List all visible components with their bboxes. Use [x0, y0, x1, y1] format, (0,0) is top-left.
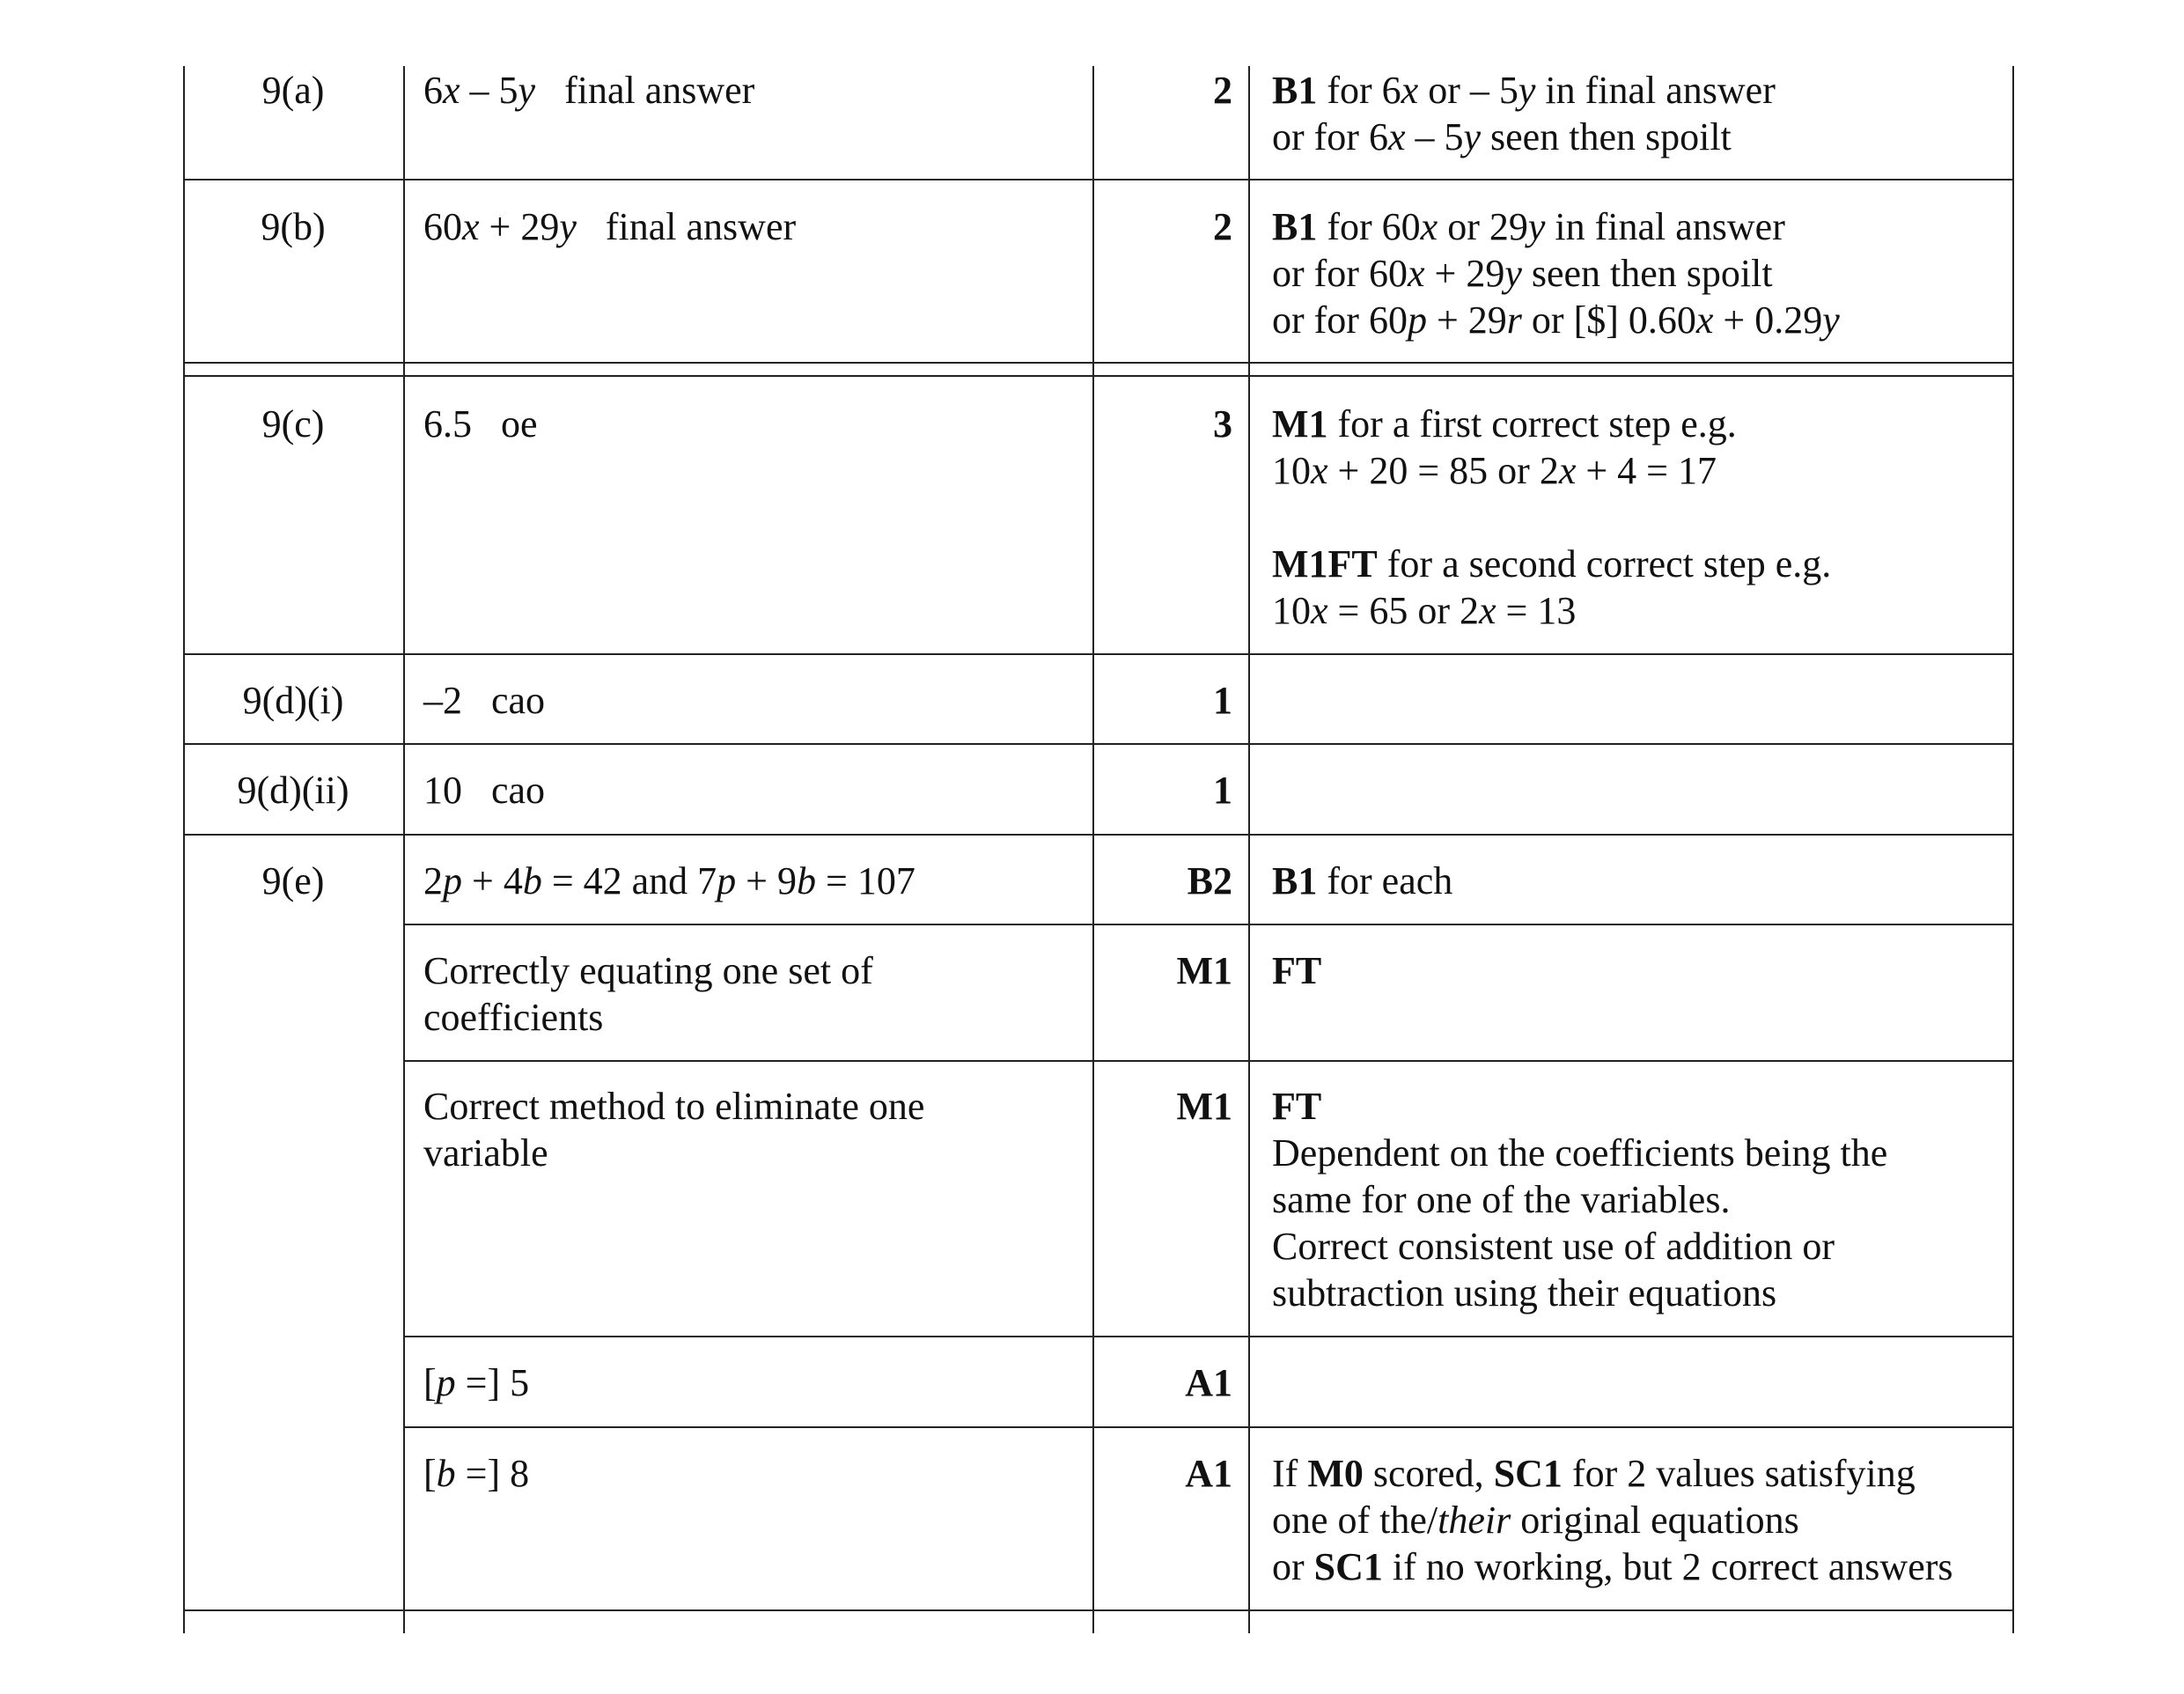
- answer-cell: 6.5 oe: [423, 402, 538, 446]
- answer-cell: 10 cao: [423, 769, 546, 812]
- subrow-divider: [403, 924, 2014, 925]
- mark-cell: A1: [1185, 1361, 1232, 1404]
- guidance-cell: B1 for 6x or – 5y in final answer or for 6x – 5y seen then spoilt: [1272, 69, 1776, 158]
- mark-cell: 3: [1213, 402, 1232, 446]
- question-number: 9(c): [261, 402, 325, 446]
- row-divider: [183, 362, 2014, 364]
- mark-cell: B2: [1187, 859, 1232, 902]
- row-divider: [183, 375, 2014, 377]
- mark-cell: A1: [1185, 1452, 1232, 1495]
- guidance-cell: B1 for 60x or 29y in final answer or for 60x + 29y seen then spoilt or for 60p + 29r or [$] 0.60x + 0.29y: [1272, 205, 1840, 342]
- answer-cell: Correctly equating one set of coefficients: [423, 949, 873, 1039]
- answer-cell: [b =] 8: [423, 1452, 530, 1495]
- answer-cell: –2 cao: [423, 679, 546, 722]
- column-rule: [403, 66, 405, 1633]
- row-divider: [183, 743, 2014, 745]
- question-number: 9(d)(ii): [237, 769, 349, 812]
- answer-cell: 60x + 29y final answer: [423, 205, 797, 248]
- column-rule: [1248, 66, 1250, 1633]
- guidance-cell: FT: [1272, 949, 1322, 992]
- column-rule: [2012, 66, 2014, 1633]
- subrow-divider: [403, 1060, 2014, 1062]
- guidance-cell: B1 for each: [1272, 859, 1453, 902]
- question-number: 9(b): [261, 205, 326, 248]
- subrow-divider: [403, 1426, 2014, 1428]
- answer-cell: [p =] 5: [423, 1361, 530, 1404]
- mark-cell: 1: [1213, 679, 1232, 722]
- column-rule: [183, 66, 185, 1633]
- question-number: 9(e): [261, 859, 325, 902]
- answer-cell: 6x – 5y final answer: [423, 69, 755, 112]
- mark-cell: M1: [1176, 949, 1232, 992]
- row-divider: [183, 834, 2014, 836]
- answer-cell: 2p + 4b = 42 and 7p + 9b = 107: [423, 859, 916, 902]
- question-number: 9(d)(i): [242, 679, 344, 722]
- mark-cell: M1: [1176, 1085, 1232, 1128]
- guidance-cell: M1 for a first correct step e.g. 10x + 20 = 85 or 2x + 4 = 17 M1FT for a second correct step e.g. 10x = 65 or 2x = 13: [1272, 402, 1832, 632]
- guidance-cell: FT Dependent on the coefficients being the same for one of the variables. Correct consistent use of addition or subtraction using their equations: [1272, 1085, 1888, 1315]
- subrow-divider: [403, 1336, 2014, 1337]
- row-divider: [183, 179, 2014, 180]
- row-divider: [183, 653, 2014, 655]
- mark-cell: 1: [1213, 769, 1232, 812]
- mark-cell: 2: [1213, 205, 1232, 248]
- question-number: 9(a): [261, 69, 325, 112]
- row-divider: [183, 1609, 2014, 1611]
- guidance-cell: If M0 scored, SC1 for 2 values satisfying one of the/their original equations or SC1 if no working, but 2 correct answers: [1272, 1452, 1953, 1588]
- mark-cell: 2: [1213, 69, 1232, 112]
- answer-cell: Correct method to eliminate one variable: [423, 1085, 925, 1175]
